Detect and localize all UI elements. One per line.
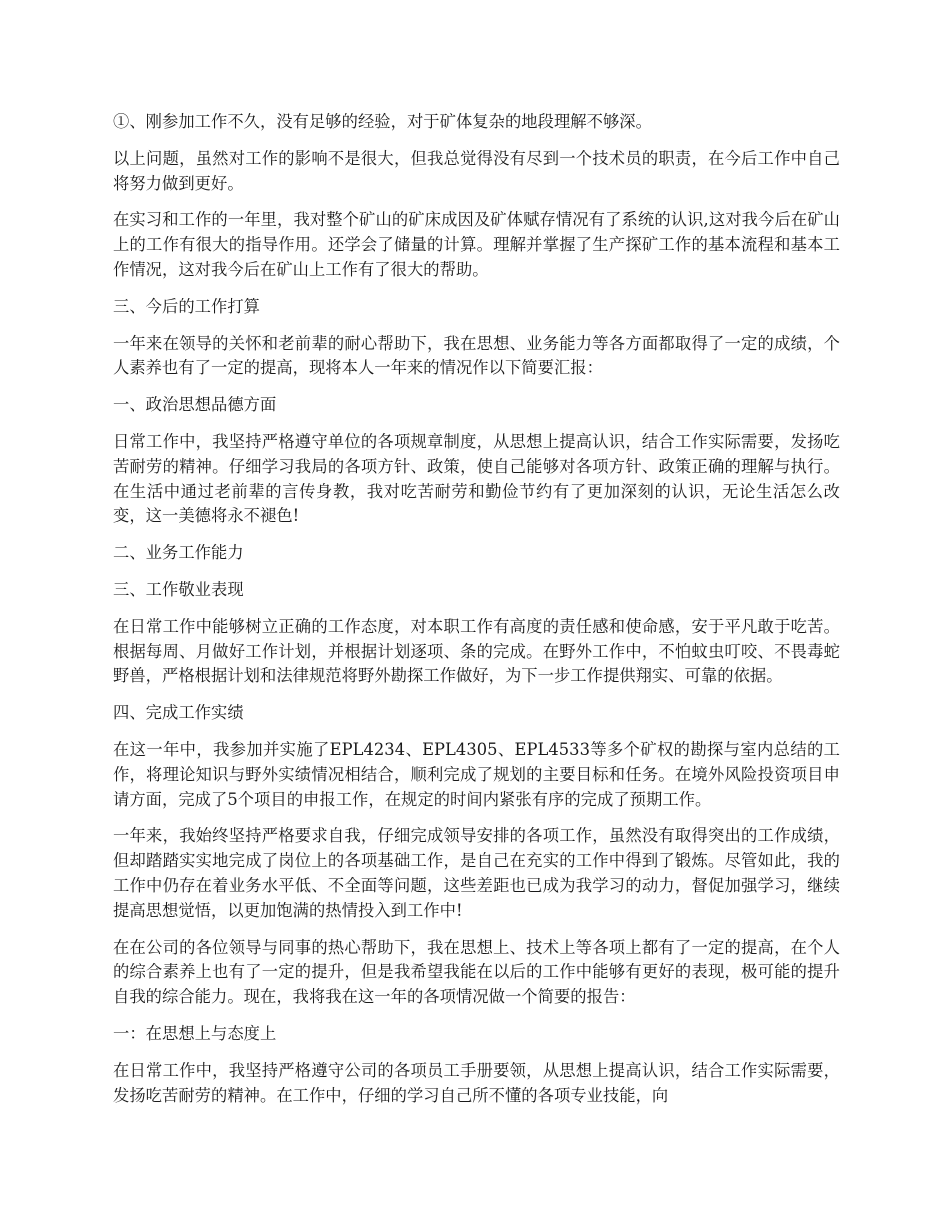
heading-business-ability: 二、业务工作能力 [113,543,244,563]
heading-work-achievements: 四、完成工作实绩 [113,703,244,723]
paragraph-work-achievements: 在这一年中，我参加并实施了EPL4234、EPL4305、EPL4533等多个矿权的勘探与室内总结的工作，将理论知识与野外实绩情况相结合，顺利完成了规划的主要目标和任务。在境外风险投资项目申请方面，完成了5个项目的申报工作，在规定的时间内紧张有序的完成了预期工作。 [113,739,840,809]
heading-future-plans: 三、今后的工作打算 [113,296,260,316]
document-body [113,110,840,1120]
paragraph-work-dedication: 在日常工作中能够树立正确的工作态度，对本职工作有高度的责任感和使命感，安于平凡敢于吃苦。根据每周、月做好工作计划，并根据计划逐项、条的完成。在野外工作中，不怕蚊虫叮咬、不畏毒蛇野兽，严格根据计划和法律规范将野外勘探工作做好，为下一步工作提供翔实、可靠的依据。 [113,616,840,686]
heading-work-dedication: 三、工作敬业表现 [113,579,244,599]
paragraph-thought-attitude: 在日常工作中，我坚持严格遵守公司的各项员工手册要领，从思想上提高认识，结合工作实际需要，发扬吃苦耐劳的精神。在工作中，仔细的学习自己所不懂的各项专业技能，向 [113,1060,840,1105]
paragraph-lack-of-experience: ①、刚参加工作不久，没有足够的经验，对于矿体复杂的地段理解不够深。 [113,112,652,131]
paragraph-problems-summary: 以上问题，虽然对工作的影响不是很大，但我总觉得没有尽到一个技术员的职责，在今后工作中自己将努力做到更好。 [113,148,840,193]
paragraph-year-overview: 一年来在领导的关怀和老前辈的耐心帮助下，我在思想、业务能力等各方面都取得了一定的成绩，个人素养也有了一定的提高，现将本人一年来的情况作以下简要汇报： [113,333,840,378]
paragraph-company-help: 在在公司的各位领导与同事的热心帮助下，我在思想上、技术上等各项上都有了一定的提高，在个人的综合素养上也有了一定的提升，但是我希望我能在以后的工作中能够有更好的表现，极可能的提升自我的综合能力。现在，我将我在这一年的各项情况做一个简要的报告： [113,937,840,1007]
heading-political-thought: 一、政治思想品德方面 [113,395,277,415]
paragraph-self-requirement: 一年来，我始终坚持严格要求自我，仔细完成领导安排的各项工作，虽然没有取得突出的工作成绩，但却踏踏实实地完成了岗位上的各项基础工作，是自己在充实的工作中得到了锻炼。尽管如此，我的工作中仍存在着业务水平低、不全面等问题，这些差距也已成为我学习的动力，督促加强学习，继续提高思想觉悟，以更加饱满的热情投入到工作中! [113,826,840,920]
heading-thought-attitude: 一：在思想上与态度上 [113,1023,277,1043]
paragraph-internship-gains: 在实习和工作的一年里，我对整个矿山的矿床成因及矿体赋存情况有了系统的认识,这对我今后在矿山上的工作有很大的指导作用。还学会了储量的计算。理解并掌握了生产探矿工作的基本流程和基本工作情况，这对我今后在矿山上工作有了很大的帮助。 [113,210,840,279]
paragraph-political-thought: 日常工作中，我坚持严格遵守单位的各项规章制度，从思想上提高认识，结合工作实际需要，发扬吃苦耐劳的精神。仔细学习我局的各项方针、政策，使自己能够对各项方针、政策正确的理解与执行。在生活中通过老前辈的言传身教，我对吃苦耐劳和勤俭节约有了更加深刻的认识，无论生活怎么改变，这一美德将永不褪色! [113,431,840,526]
